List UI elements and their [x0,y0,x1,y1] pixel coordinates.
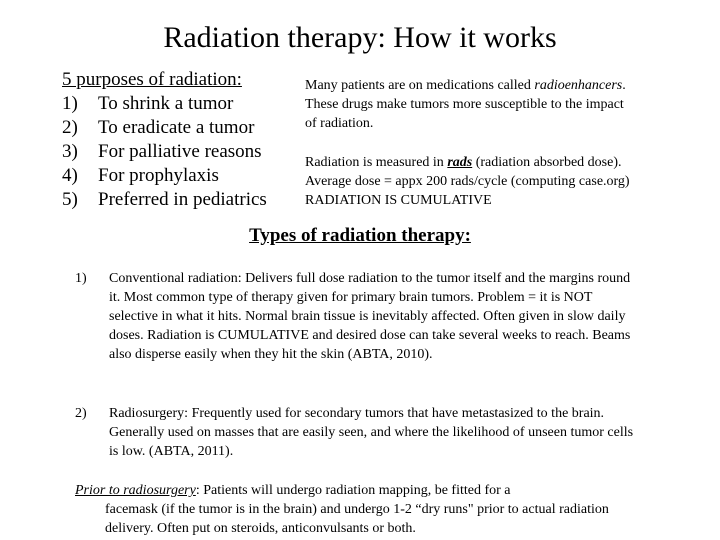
list-number: 1) [75,271,87,286]
radioenhancers-term: radioenhancers [534,78,623,93]
list-item [62,92,267,116]
list-item [62,188,267,212]
radioenhancers-paragraph [305,76,635,133]
list-item [75,269,639,364]
list-text: To eradicate a tumor [98,117,255,138]
radioenhancers-before: Many patients are on medications called [305,78,535,93]
list-number: 2) [75,406,87,421]
list-number: 5) [62,189,78,210]
list-number: 1) [62,93,78,114]
list-text: For prophylaxis [98,165,219,186]
prior-rest: facemask (if the tumor is in the brain) and undergo 1-2 “dry runs" prior to actual radiation delivery. Often put on steroids, anticonvulsants or both. [105,502,609,536]
prior-line1: : Patients will undergo radiation mapping, be fitted for a [195,483,511,498]
measurement-average: Average dose = appx 200 rads/cycle (computing case.org) [305,174,630,189]
measurement-paragraph [305,153,695,210]
page-title: Radiation therapy: How it works [163,21,557,54]
measurement-after: (radiation absorbed dose). [472,155,622,170]
list-item [62,164,267,188]
purposes-list [62,68,267,212]
prior-lead: Prior to radiosurgery [75,483,196,498]
list-item [62,140,267,164]
list-text: Conventional radiation: Delivers full dose radiation to the tumor itself and the margins round it. Most common type of therapy given for primary brain tumors. Problem = it is NOT selective in what it hits. Normal brain tissue is inevitably affected. Often given in slow daily doses. Radiation is CUMULATIVE and desired dose can take several weeks to reach. Beams also disperse easily when they hit the skin (ABTA, 2010). [109,271,631,362]
list-item [75,404,639,461]
types-heading: Types of radiation therapy: [249,225,471,246]
prior-paragraph [75,481,635,538]
purposes-heading: 5 purposes of radiation: [62,69,242,90]
list-number: 4) [62,165,78,186]
list-text: Preferred in pediatrics [98,189,267,210]
list-number: 2) [62,117,78,138]
list-number: 3) [62,141,78,162]
radioenhancers-after: . These drugs make tumors more susceptible to the impact of radiation. [305,78,626,131]
measurement-before: Radiation is measured in [305,155,448,170]
measurement-cumulative: RADIATION IS CUMULATIVE [305,193,492,208]
list-item [62,116,267,140]
list-text: For palliative reasons [98,141,262,162]
list-text: To shrink a tumor [98,93,234,114]
rads-term: rads [447,155,473,170]
list-text: Radiosurgery: Frequently used for secondary tumors that have metastasized to the brain. Generally used on masses that are easily seen, and where the likelihood of unseen tumor cells is low. (ABTA, 2011). [109,406,634,459]
